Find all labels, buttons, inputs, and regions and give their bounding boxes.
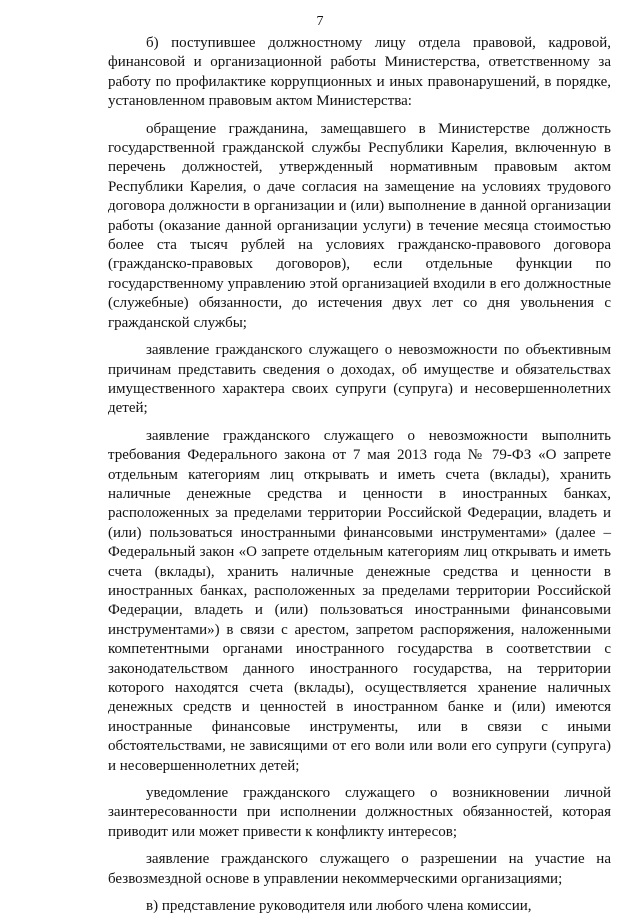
paragraph-item-v: в) представление руководителя или любого члена комиссии, (146, 898, 532, 915)
paragraph-item-b: б) поступившее должностному лицу отдела правовой, кадровой, финансовой и организационной работы Министерства, ответственному за работу по профилактике коррупционных и иных правонарушений, в порядке, установленном правовым актом Министерства: (108, 35, 611, 110)
paragraph-nonprofit-participation: заявление гражданского служащего о разрешении на участие на безвозмездной основе в управлении некоммерческими организациями; (108, 851, 611, 887)
paragraph-foreign-accounts: заявление гражданского служащего о невозможности выполнить требования Федерального закона от 7 мая 2013 года № 79-ФЗ «О запрете отдельным категориям лиц открывать и иметь счета (вклады), хранить наличные денежные средства и ценности в иностранных банках, расположенных за пределами территории Российской Федерации, владеть и (или) пользоваться иностранными финансовыми инструментами» (далее – Федеральный закон «О запрете отдельным категориям лиц открывать и иметь счета (вклады), хранить наличные денежные средства и ценности в иностранных банках, расположенных за пределами территории Российской Федерации, владеть и (или) пользоваться иностранными финансовыми инструментами») в связи с арестом, запретом распоряжения, наложенными компетентными органами иностранного государства в соответствии с законодательством данного иностранного государства, на территории которого находятся счета (вклады), осуществляется хранение наличных денежных средств и ценностей в иностранном банке и (или) имеются иностранные финансовые инструменты, или в связи с иными обстоятельствами, не зависящими от его воли или воли его супруги (супруга) и несовершеннолетних детей; (108, 427, 611, 774)
paragraph-citizen-appeal: обращение гражданина, замещавшего в Министерстве должность государственной гражданской службы Республики Карелия, включенную в перечень должностей, утвержденный нормативным правовым актом Республики Карелия, о даче согласия на замещение на условиях трудового договора должности в организации и (или) выполнение в данной организации работы (оказание данной организации услуги) в течение месяца стоимостью более ста тысяч рублей на условиях гражданско-правового договора (гражданско-правовых договоров), если отдельные функции по государственному управлению этой организацией входили в его должностные (служебные) обязанности, до истечения двух лет со дня увольнения с гражданской службы; (108, 120, 611, 331)
page-number: 7 (316, 14, 324, 29)
paragraph-income-statement: заявление гражданского служащего о невозможности по объективным причинам представить сведения о доходах, об имуществе и обязательствах имущественного характера своих супруги (супруга) и несовершеннолетних детей; (108, 342, 611, 417)
document-body (108, 34, 611, 924)
paragraph-conflict-of-interest: уведомление гражданского служащего о возникновении личной заинтересованности при исполнении должностных обязанностей, которая приводит или может привести к конфликту интересов; (108, 785, 611, 840)
